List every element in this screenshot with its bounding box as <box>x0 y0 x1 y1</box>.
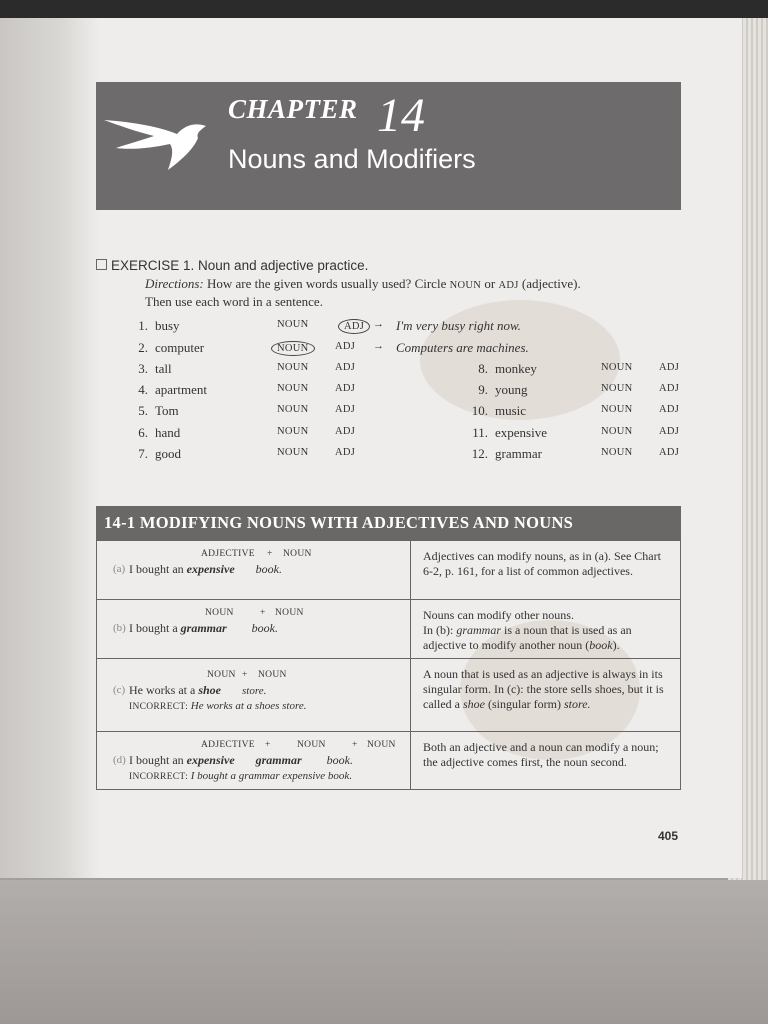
head-noun: book. <box>326 753 353 767</box>
item-word: grammar <box>495 446 542 461</box>
exercise-item <box>470 425 685 441</box>
item-word: hand <box>155 425 181 440</box>
item-word: busy <box>155 318 180 333</box>
chapter-label: CHAPTER <box>228 94 358 124</box>
incorrect-label: INCORRECT: <box>129 702 189 712</box>
adj-option: ADJ <box>335 362 356 373</box>
explanation-italic: grammar <box>456 623 501 637</box>
section-title: 14-1 MODIFYING NOUNS WITH ADJECTIVES AND NOUNS <box>104 513 574 532</box>
label-noun: NOUN <box>367 740 396 750</box>
adj-option: ADJ <box>335 404 356 415</box>
explanation-text: Adjectives can modify nouns, as in (a). See Chart 6-2, p. 161, for a list of common adjectives. <box>423 549 661 578</box>
adj-option: ADJ <box>659 362 680 373</box>
explanation-part: (singular form) <box>487 697 561 711</box>
item-word: expensive <box>495 425 547 440</box>
item-word: young <box>495 382 528 397</box>
item-number: 9. <box>478 382 488 397</box>
grammar-chart-table <box>96 540 681 790</box>
explanation-text <box>423 667 673 712</box>
directions-or: or <box>484 276 496 291</box>
noun-option: NOUN <box>277 447 309 458</box>
label-noun: NOUN <box>207 670 236 680</box>
item-word: music <box>495 403 527 418</box>
adj-option: ADJ <box>659 383 680 394</box>
exercise-item <box>130 340 550 356</box>
item-number: 11. <box>472 425 488 440</box>
example-letter: (a) <box>113 563 126 575</box>
example-sentence <box>129 562 282 577</box>
exercise-item <box>130 425 380 441</box>
label-plus: + <box>242 670 248 680</box>
chapter-banner <box>96 82 681 210</box>
checkbox-icon <box>96 259 107 270</box>
item-answer: Computers are machines. <box>396 340 529 355</box>
arrow-icon: → <box>373 340 384 352</box>
explanation-italic: store. <box>563 697 591 711</box>
noun-option: NOUN <box>277 383 309 394</box>
modifier-word: shoe <box>198 683 221 697</box>
exercise-item <box>470 382 685 398</box>
exercise-header <box>96 258 368 273</box>
adj-option: ADJ <box>659 404 680 415</box>
exercise-item <box>130 446 380 462</box>
adj-option: ADJ <box>335 426 356 437</box>
label-plus: + <box>352 740 358 750</box>
item-number: 2. <box>138 340 148 355</box>
directions-label: Directions: <box>145 276 204 291</box>
exercise-header-text: EXERCISE 1. Noun and adjective practice. <box>111 258 369 273</box>
sentence-start: I bought a <box>129 621 178 635</box>
exercise-item <box>470 403 685 419</box>
adj-option: ADJ <box>659 426 680 437</box>
chapter-title: Nouns and Modifiers <box>228 144 476 174</box>
adj-option: ADJ <box>659 447 680 458</box>
noun-option: NOUN <box>601 426 633 437</box>
example-letter: (d) <box>113 754 126 766</box>
table-row <box>97 732 410 790</box>
chapter-number: 14 <box>377 89 425 142</box>
item-number: 4. <box>138 382 148 397</box>
modifier-word: grammar <box>255 753 302 767</box>
directions-text-end: (adjective). <box>521 276 581 291</box>
example-sentence <box>129 683 266 698</box>
arrow-icon: → <box>373 318 384 330</box>
noun-option-circled: NOUN <box>271 341 315 356</box>
page-gutter-shadow <box>0 18 100 878</box>
item-word: tall <box>155 361 172 376</box>
adj-option-circled: ADJ <box>338 319 370 334</box>
directions-text: How are the given words usually used? Circle <box>206 276 447 291</box>
item-number: 1. <box>138 318 148 333</box>
background-table-surface <box>0 880 768 1024</box>
item-word: good <box>155 446 181 461</box>
explanation-part: is a noun that is used as an adjective to modify another noun ( <box>423 623 632 652</box>
exercise-item <box>470 446 685 462</box>
label-plus: + <box>267 549 273 559</box>
head-noun: book. <box>251 621 278 635</box>
label-adjective: ADJECTIVE <box>201 549 255 559</box>
item-answer: I'm very busy right now. <box>396 318 521 333</box>
modifier-word: expensive <box>186 562 235 576</box>
sentence-start: I bought an <box>129 753 184 767</box>
item-word: computer <box>155 340 205 355</box>
incorrect-example <box>129 700 306 712</box>
table-row <box>97 600 410 658</box>
noun-option: NOUN <box>277 362 309 373</box>
noun-option: NOUN <box>601 383 633 394</box>
item-word: monkey <box>495 361 537 376</box>
page-number: 405 <box>658 829 679 843</box>
explanation-text: Both an adjective and a noun can modify a noun; the adjective comes first, the noun second. <box>423 740 659 769</box>
incorrect-text: He works at a shoes store. <box>190 700 307 712</box>
section-header <box>96 506 681 540</box>
sentence-start: I bought an <box>129 562 184 576</box>
example-letter: (c) <box>113 684 126 696</box>
table-divider <box>410 541 411 790</box>
table-row <box>97 541 410 599</box>
exercise-item <box>130 403 380 419</box>
label-noun: NOUN <box>275 608 304 618</box>
example-sentence <box>129 753 353 768</box>
head-noun: book. <box>255 562 282 576</box>
item-number: 10. <box>471 403 488 418</box>
item-number: 3. <box>138 361 148 376</box>
head-noun: store. <box>241 685 267 697</box>
item-word: Tom <box>155 403 179 418</box>
swallow-bird-icon <box>102 112 212 172</box>
label-plus: + <box>265 740 271 750</box>
label-plus: + <box>260 608 266 618</box>
explanation-text <box>423 608 673 653</box>
item-number: 12. <box>471 446 488 461</box>
adj-option: ADJ <box>335 447 356 458</box>
adj-option: ADJ <box>335 383 356 394</box>
incorrect-example <box>129 770 352 782</box>
exercise-item <box>470 361 685 377</box>
incorrect-label: INCORRECT: <box>129 772 189 782</box>
exercise-directions <box>145 276 665 310</box>
exercise-item <box>130 382 380 398</box>
sentence-start: He works at a <box>129 683 196 697</box>
item-word: apartment <box>155 382 207 397</box>
item-number: 5. <box>138 403 148 418</box>
directions-noun: NOUN <box>449 280 482 291</box>
example-letter: (b) <box>113 622 126 634</box>
noun-option: NOUN <box>277 319 309 330</box>
directions-line-2: Then use each word in a sentence. <box>145 294 323 309</box>
label-noun: NOUN <box>205 608 234 618</box>
noun-option: NOUN <box>601 404 633 415</box>
noun-option: NOUN <box>601 447 633 458</box>
table-row <box>97 659 410 731</box>
exercise-item <box>130 318 521 334</box>
noun-option: NOUN <box>277 426 309 437</box>
label-noun: NOUN <box>258 670 287 680</box>
modifier-word: expensive <box>186 753 235 767</box>
exercise-item <box>130 361 380 377</box>
adj-option: ADJ <box>335 341 356 352</box>
explanation-line: Nouns can modify other nouns. <box>423 608 574 622</box>
example-sentence <box>129 621 278 636</box>
item-number: 7. <box>138 446 148 461</box>
background-dark-top <box>0 0 768 20</box>
explanation-part: In (b): <box>423 623 454 637</box>
label-noun: NOUN <box>297 740 326 750</box>
explanation-part: A noun that is used as an adjective is always in its singular form. In (c): the store sells shoes, but it is called a <box>423 667 664 711</box>
modifier-word: grammar <box>180 621 227 635</box>
noun-option: NOUN <box>601 362 633 373</box>
directions-adj: ADJ <box>498 280 519 291</box>
item-number: 6. <box>138 425 148 440</box>
noun-option: NOUN <box>277 404 309 415</box>
incorrect-text: I bought a grammar expensive book. <box>190 770 353 782</box>
explanation-part: ). <box>612 638 620 652</box>
label-noun: NOUN <box>283 549 312 559</box>
explanation-italic: shoe <box>462 697 485 711</box>
explanation-italic: book <box>589 638 613 652</box>
item-number: 8. <box>478 361 488 376</box>
label-adjective: ADJECTIVE <box>201 740 255 750</box>
